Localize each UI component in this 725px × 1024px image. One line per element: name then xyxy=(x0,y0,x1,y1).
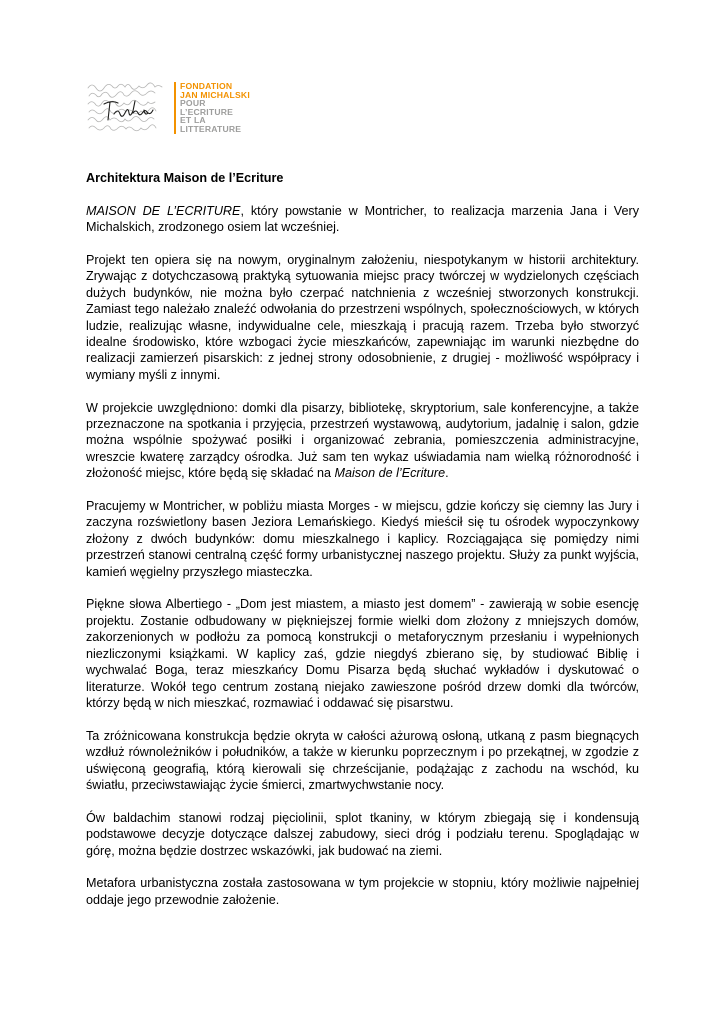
logo-wordmark xyxy=(180,82,250,134)
paragraph-1 xyxy=(86,203,639,236)
paragraph-5: Piękne słowa Albertiego - „Dom jest miastem, a miasto jest domem” - zawierają w sobie esencję projektu. Zostanie odbudowany w piękniejszej formie wielki dom złożony z mniejszych domów, zakorzenionych w podłożu za pomocą konstrukcji o metaforycznym przesłaniu i wypełnionych niezliczonymi książkami. W kaplicy zaś, gdzie niegdyś zbierano się, by studiować Biblię i wychwalać Boga, teraz mieszkańcy Domu Pisarza będą słuchać wykładów i dyskutować o literaturze. Wokół tego centrum zostaną niejako zawieszone pośród drzew domki dla twórców, którzy będą w nich mieszkać, rozmawiać i oddawać się pisarstwu. xyxy=(86,597,639,710)
paragraph-1-italic: MAISON DE L’ECRITURE xyxy=(86,203,241,218)
logo-line-pour: POUR xyxy=(180,98,206,109)
foundation-logo xyxy=(86,76,276,140)
paragraph-2: Projekt ten opiera się na nowym, oryginalnym założeniu, niespotykanym w historii architektury. Zrywając z dotychczasową praktyką sytuowania miejsc pracy twórczej w wydzielonych częściach dużych budynków, nie można było czerpać natchnienia z wcześniej stworzonych konstrukcji. Zamiast tego należało znaleźć odwołania do przestrzeni wspólnych, społecznościowych, w których ludzie, realizując własne, indywidualne cele, mieszkają i pracują razem. Trzeba było stworzyć idealne środowisko, które wzbogaci życie mieszkańców, zapewniając im warunki niezbędne do realizacji zamierzeń pisarskich: z jednej strony odosobnienie, z drugiej - możliwość współpracy i wymiany myśli z innymi. xyxy=(86,253,639,382)
paragraph-7: Ów baldachim stanowi rodzaj pięciolinii, splot tkaniny, w którym zbiegają się i kondensują podstawowe decyzje dotyczące dalszej zabudowy, sieci dróg i podziału terenu. Spoglądając w górę, można będzie dostrzec wskazówki, jak budować na ziemi. xyxy=(86,810,639,858)
logo-line-fondation: FONDATION xyxy=(180,81,233,91)
paragraph-3 xyxy=(86,400,639,482)
paragraph-4: Pracujemy w Montricher, w pobliżu miasta Morges - w miejscu, gdzie kończy się ciemny las Jury i zaczyna rozświetlony basen Jeziora Lemańskiego. Kiedyś mieścił się tu ośrodek wypoczynkowy złożony z dwóch budynków: domu mieszkalnego i kaplicy. Rozciągająca się pomiędzy nimi przestrzeń stanowi centralną część formy urbanistycznej naszego projektu. Służy za punkt wyjścia, kamień węgielny przyszłego miasteczka. xyxy=(86,499,639,579)
handwriting-signature-icon xyxy=(86,80,168,136)
paragraph-3-text: W projekcie uwzględniono: domki dla pisarzy, bibliotekę, skryptorium, sale konferencyjne, a także przeznaczone na spotkania i przyjęcia, przestrzeń wystawową, audytorium, jadalnię i salon, gdzie można wspólnie spożywać posiłki i organizować zebrania, pomieszczenia administracyjne, wreszcie kwaterę zarządcy ośrodka. Już sam ten wykaz uświadamia nam wielką różnorodność i złożoność miejsc, które będą się składać na xyxy=(86,400,639,481)
paragraph-3-italic: Maison de l’Ecriture xyxy=(334,466,446,481)
paragraph-1-text: , który powstanie w Montricher, to realizacja marzenia Jana i Very Michalskich, zrodzonego osiem lat wcześniej. xyxy=(86,203,639,235)
logo-line-ecriture: L’ECRITURE xyxy=(180,106,234,117)
logo-line-name: JAN MICHALSKI xyxy=(180,89,250,100)
document-body xyxy=(86,170,639,908)
logo-line-et-la: ET LA xyxy=(180,115,206,126)
paragraph-8: Metafora urbanistyczna została zastosowana w tym projekcie w stopniu, który możliwie najpełniej oddaje jego przewodnie założenie. xyxy=(86,876,639,907)
logo-line-litterature: LITTERATURE xyxy=(180,123,242,134)
paragraph-3-end: . xyxy=(445,466,449,481)
paragraph-6: Ta zróżnicowana konstrukcja będzie okryta w całości ażurową osłoną, utkaną z pasm biegnących wzdłuż równoleżników i południków, a także w kierunku poprzecznym i po przekątnej, w zgodzie z uświęconą geografią, którą kierowali się chrześcijanie, podążając z zachodu na wschód, ku światłu, przeciwstawiając życie śmierci, zmartwychwstanie nocy. xyxy=(86,728,639,792)
logo-divider xyxy=(174,82,176,134)
document-title: Architektura Maison de l’Ecriture xyxy=(86,171,284,185)
